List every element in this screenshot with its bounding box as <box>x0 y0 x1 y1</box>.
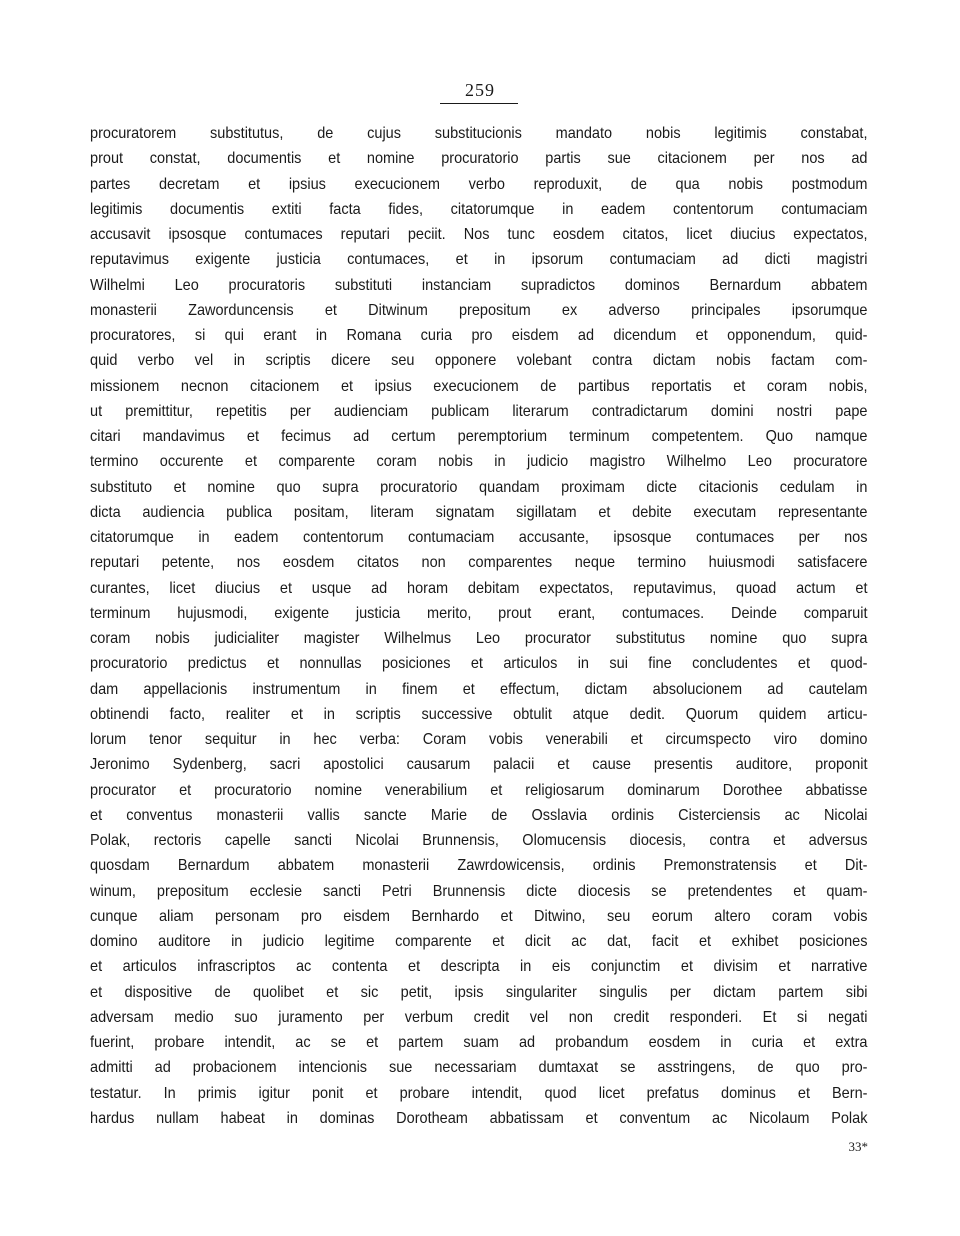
text-line: procuratores, si qui erant in Romana curia pro eisdem ad dicendum et opponendum, quid- <box>90 327 868 344</box>
text-line: partes decretam et ipsius execucionem verbo reproduxit, de qua nobis postmodum <box>90 175 868 193</box>
text-line: lorum tenor sequitur in hec verba: Coram vobis venerabili et circumspecto viro domino <box>90 731 868 748</box>
signature-mark: 33* <box>848 1139 868 1154</box>
text-line: Polak, rectoris capelle sancti Nicolai Brunnensis, Olomucensis diocesis, contra et adversus <box>90 832 868 849</box>
text-line: terminum hujusmodi, exigente justicia merito, prout erant, contumaces. Deinde comparuit <box>90 604 868 622</box>
text-line: testatur. In primis igitur ponit et probare intendit, quod licet prefatus dominus et Bern- <box>90 1084 868 1102</box>
header-rule <box>440 103 518 104</box>
text-line: legitimis documentis extiti facta fides, citatorumque in eadem contentorum contumaciam <box>90 200 868 218</box>
text-line: Wilhelmi Leo procuratoris substituti instanciam supradictos dominos Bernardum abbatem <box>90 276 868 294</box>
text-line: Jeronimo Sydenberg, sacri apostolici causarum palacii et cause presentis auditore, proponit <box>90 756 868 774</box>
text-line: coram nobis judicialiter magister Wilhelmus Leo procurator substitutus nomine quo supra <box>90 630 868 647</box>
text-line: citatorumque in eadem contentorum contumaciam accusante, ipsosque contumaces per nos <box>90 529 868 546</box>
text-line: domino auditore in judicio legitime comparente et dicit ac dat, facit et exhibet posiciones <box>90 933 868 950</box>
text-line: procurator et procuratorio nomine venerabilium et religiosarum dominarum Dorothee abbatisse <box>90 781 868 799</box>
text-line: admitti ad probacionem intencionis sue necessariam dumtaxat se asstringens, de quo pro- <box>90 1059 868 1077</box>
text-line: adversam medio suo juramento per verbum credit vel non credit responderi. Et si negati <box>90 1008 868 1026</box>
text-line: et articulos infrascriptos ac contenta et descripta in eis conjunctim et divisim et narrative <box>90 958 868 976</box>
text-line: prout constat, documentis et nomine procuratorio partis sue citacionem per nos ad <box>90 150 868 168</box>
text-line: quosdam Bernardum abbatem monasterii Zawrdowicensis, ordinis Premonstratensis et Dit- <box>90 857 868 875</box>
page-number: 259 <box>465 80 495 100</box>
text-line: substituto et nomine quo supra procuratorio quandam proximam dicte citacionis cedulam in <box>90 478 868 496</box>
text-line: et dispositive de quolibet et sic petit, ipsis singulariter singulis per dictam partem sibi <box>90 983 868 1001</box>
text-line: dam appellacionis instrumentum in finem et effectum, dictam absolucionem ad cautelam <box>90 680 868 698</box>
text-line: quid verbo vel in scriptis dicere seu opponere volebant contra dictam nobis factam com- <box>90 352 868 370</box>
text-line: procuratorio predictus et nonnullas posiciones et articulos in sui fine concludentes et quod- <box>90 655 868 673</box>
text-line: termino occurente et comparente coram nobis in judicio magistro Wilhelmo Leo procuratore <box>90 453 868 471</box>
text-line: procuratorem substitutus, de cujus substitucionis mandato nobis legitimis constabat, <box>90 125 868 142</box>
body-text <box>90 121 868 1131</box>
text-line: winum, prepositum ecclesie sancti Petri Brunnensis dicte diocesis se pretendentes et quam- <box>90 882 868 900</box>
text-line: missionem necnon citacionem et ipsius execucionem de partibus reportatis et coram nobis, <box>90 377 868 395</box>
text-line: reputavimus exigente justicia contumaces, et in ipsorum contumaciam ad dicti magistri <box>90 251 868 269</box>
text-line: fuerint, probare intendit, ac se et partem suam ad probandum eosdem in curia et extra <box>90 1034 868 1051</box>
text-line: reputari petente, nos eosdem citatos non comparentes neque termino huiusmodi satisfacere <box>90 554 868 572</box>
text-line: citari mandavimus et fecimus ad certum peremptorium terminum competentem. Quo namque <box>90 428 868 445</box>
text-line: dicta audiencia publica positam, literam signatam sigillatam et debite executam representante <box>90 503 868 521</box>
text-line: curantes, licet diucius et usque ad horam debitam expectatos, reputavimus, quoad actum et <box>90 579 868 597</box>
text-line: ut premittitur, repetitis per audienciam publicam literarum contradictarum domini nostri pape <box>90 402 868 420</box>
text-line: accusavit ipsosque contumaces reputari peciit. Nos tunc eosdem citatos, licet diucius expectatos, <box>90 226 868 243</box>
text-line: hardus nullam habeat in dominas Dorotheam abbatissam et conventum ac Nicolaum Polak <box>90 1109 868 1127</box>
text-line: monasterii Zaworduncensis et Ditwinum prepositum ex adverso principales ipsorumque <box>90 301 868 319</box>
text-line: et conventus monasterii vallis sancte Marie de Osslavia ordinis Cisterciensis ac Nicolai <box>90 806 868 824</box>
text-line: obtinendi facto, realiter et in scriptis successive obtulit atque dedit. Quorum quidem articu- <box>90 705 868 723</box>
text-line: cunque aliam personam pro eisdem Bernhardo et Ditwino, seu eorum altero coram vobis <box>90 907 868 925</box>
